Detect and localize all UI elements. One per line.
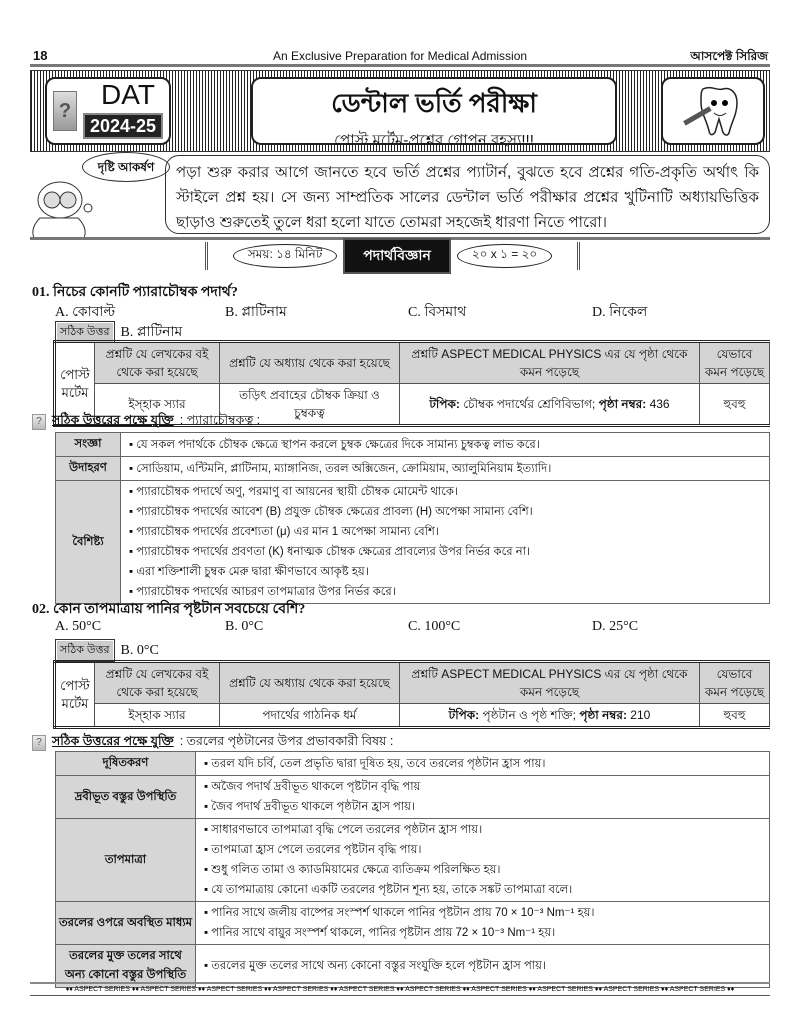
page-number-value: 210 (630, 708, 651, 722)
correct-answer (55, 639, 159, 662)
chapter-value: তড়িৎ প্রবাহের চৌম্বক ক্রিয়া ও চুম্বকত্ব (220, 384, 400, 426)
subject-label: পদার্থবিজ্ঞান (343, 238, 451, 274)
header-how: যেভাবে কমন পড়েছে (700, 662, 770, 704)
question-document-icon: ? (32, 414, 46, 430)
bullet-item: ▪ প্যারাচৌম্বক পদার্থের আচরণ তাপমাত্রার উপর নির্ভর করে। (129, 582, 761, 602)
row-label: দূষিতকরণ (56, 752, 196, 776)
topic-value: পৃষ্ঠটান ও পৃষ্ঠ শক্তি; (482, 708, 576, 722)
row-label: উদাহরণ (56, 457, 121, 481)
options (55, 619, 770, 637)
bullet-item: ▪ প্যারাচৌম্বক পদার্থে অণু, পরমাণু বা আয়নের স্থায়ী চৌম্বক মোমেন্ট থাকে। (129, 482, 761, 502)
bullet-item: ▪ সোডিয়াম, এন্টিমনি, প্লাটিনাম, ম্যাঙ্গানিজ, তরল অক্সিজেন, ক্রোমিয়াম, অ্যালুমিনিয়াম ইত্যাদি। (129, 459, 761, 479)
question-document-icon: ? (32, 735, 46, 751)
chapter-value: পদার্থের গাঠনিক ধর্ম (220, 704, 400, 728)
book-value: ইস্হাক স্যার (95, 384, 220, 426)
bullet-item: ▪ পানির সাথে জলীয় বাষ্পের সংস্পর্শ থাকলে পানির পৃষ্টটান প্রায় 70 × 10⁻³ Nm⁻¹ হয়। (204, 903, 761, 923)
bullet-item: ▪ শুধু গলিত তামা ও ক্যাডমিয়ামের ক্ষেত্রে ব্যতিক্রম পরিলক্ষিত হয়। (204, 860, 761, 880)
page-number-label: পৃষ্ঠা নম্বর: (598, 397, 647, 411)
row-label: তরলের মুক্ত তলের সাথে অন্য কোনো বস্তুর উপস্থিতি (56, 945, 196, 988)
footer-band: ♦♦ ASPECT SERIES ♦♦ ASPECT SERIES ♦♦ ASPECT SERIES ♦♦ ASPECT SERIES ♦♦ ASPECT SERIES ♦♦ ASPECT SERIES ♦♦ ASPECT SERIES ♦♦ ASPECT SERIES ♦♦ ASPECT SERIES ♦♦ ASPECT SERIES ♦♦ (30, 982, 770, 996)
how-value: হুবহু (700, 704, 770, 728)
answer-text: B. প্লাটিনাম (120, 325, 183, 340)
page-number: 18 (33, 48, 48, 63)
bullet-item: ▪ তাপমাত্রা হ্রাস পেলে তরলের পৃষ্টটান বৃদ্ধি পায়। (204, 840, 761, 860)
topic-label: টপিক: (429, 397, 460, 411)
reason-label: সঠিক উত্তরের পক্ষে যুক্তি (52, 413, 174, 427)
row-body (196, 776, 770, 819)
page-title: ডেন্টাল ভর্তি পরীক্ষা (331, 88, 537, 118)
dat-label: DAT (101, 79, 155, 110)
table-row (56, 752, 770, 776)
header-how: যেভাবে কমন পড়েছে (700, 342, 770, 384)
bullet-item: ▪ তরলের মুক্ত তলের সাথে অন্য কোনো বস্তুর সংযুক্তি হলে পৃষ্টটান হ্রাস পায়। (204, 956, 761, 976)
reason-table (55, 432, 770, 604)
option-a: A. 50°C (55, 619, 102, 634)
reason-table (55, 751, 770, 988)
page-value (400, 384, 700, 426)
postmortem-table (53, 660, 770, 729)
options (55, 300, 770, 318)
title-box (251, 77, 617, 149)
bullet-item: ▪ তরল যদি চর্বি, তেল প্রভৃতি দ্বারা দূষিত হয়, তবে তরলের পৃষ্ঠটান হ্রাস পায়। (204, 754, 761, 774)
row-body (196, 752, 770, 776)
bullet-item: ▪ পানির সাথে বায়ুর সংস্পর্শ থাকলে, পানির পৃষ্টটান প্রায় 72 × 10⁻³ Nm⁻¹ হয়। (204, 923, 761, 943)
topic-value: চৌম্বক পদার্থের শ্রেণিবিভাগ; (463, 397, 596, 411)
page-value (400, 704, 700, 728)
row-body (121, 481, 770, 604)
attention-text: পড়া শুরু করার আগে জানতে হবে ভর্তি প্রশ্নের প্যাটার্ন, বুঝতে হবে প্রশ্নের গতি-প্রকৃতি অর্থাৎ কি স্টাইলে প্রশ্ন হয়। সে জন্য সাম্প্রতিক সালের ডেন্টাল ভর্তি পরীক্ষার প্রশ্নের খুটিনাটি অধ্যায়ভিত্তিক ছাড়াও শুরুতেই তুলে ধরা হলো যাতে তোমরা সহজেই ধারণা নিতে পারো। (165, 155, 770, 234)
topic-label: টপিক: (448, 708, 480, 722)
reason-label: সঠিক উত্তরের পক্ষে যুক্তি (52, 734, 174, 748)
table-row (56, 433, 770, 457)
answer-badge: সঠিক উত্তর (55, 639, 115, 662)
reason-topic: : প্যারাচৌম্বকত্ব : (179, 413, 261, 427)
reason-topic: : তরলের পৃষ্ঠটানের উপর প্রভাবকারী বিষয় : (179, 734, 394, 748)
bullet-item: ▪ এরা শক্তিশালী চুম্বক মেরু দ্বারা ক্ষীণভাবে আকৃষ্ট হয়। (129, 562, 761, 582)
answer-text: B. 0°C (120, 642, 159, 658)
page-subtitle: পোস্ট মর্টেম-প্রশ্নের গোপন রহস্য!!! (334, 132, 534, 149)
question (32, 597, 305, 621)
header-book: প্রশ্নটি যে লেখকের বই থেকে করা হয়েছে (95, 342, 220, 384)
header-page: প্রশ্নটি ASPECT MEDICAL PHYSICS এর যে পৃষ্ঠা থেকে কমন পড়েছে (400, 662, 700, 704)
bullet-item: ▪ যে তাপমাত্রায় কোনো একটি তরলের পৃষ্টটান শূন্য হয়, তাকে সঙ্কট তাপমাত্রা বলে। (204, 880, 761, 900)
answer-badge: সঠিক উত্তর (55, 321, 115, 344)
divider (30, 64, 770, 67)
row-body (196, 902, 770, 945)
table-row (56, 481, 770, 604)
postmortem-label: পোস্ট মর্টেম (55, 342, 95, 426)
bullet-item: ▪ সাধারণভাবে তাপমাত্রা বৃদ্ধি পেলে তরলের পৃষ্ঠটান হ্রাস পায়। (204, 820, 761, 840)
question-number: 01. (32, 285, 50, 300)
option-c: C. 100°C (408, 619, 461, 634)
question-text: কোন তাপমাত্রায় পানির পৃষ্টটান সবচেয়ে বেশি? (53, 602, 306, 617)
running-title: An Exclusive Preparation for Medical Admission (272, 49, 528, 63)
header-chapter: প্রশ্নটি যে অধ্যায় থেকে করা হয়েছে (220, 662, 400, 704)
table-row (56, 902, 770, 945)
row-body (196, 819, 770, 902)
header-book: প্রশ্নটি যে লেখকের বই থেকে করা হয়েছে (95, 662, 220, 704)
dat-year: 2024-25 (83, 113, 163, 139)
row-label: সংজ্ঞা (56, 433, 121, 457)
question-document-icon: ? (53, 91, 77, 131)
scientist-mascot-icon (22, 178, 112, 240)
bullet-item: ▪ যে সকল পদার্থকে চৌম্বক ক্ষেত্রে স্থাপন করলে চুম্বক ক্ষেত্রের দিকে সামান্য চুম্বকত্ব লাভ করে। (129, 435, 761, 455)
banner (30, 70, 770, 152)
time-pill: সময়: ১৪ মিনিট (233, 244, 337, 268)
reason-heading (32, 733, 393, 753)
option-a: A. কোবাল্ট (55, 305, 116, 320)
table-row (56, 457, 770, 481)
row-label: তাপমাত্রা (56, 819, 196, 902)
row-body (121, 433, 770, 457)
bullet-item: ▪ জৈব পদার্থ দ্রবীভূত থাকলে পৃষ্ঠটান হ্রাস পায়। (204, 797, 761, 817)
bullet-item: ▪ প্যারাচৌম্বক পদার্থের প্রবেশ্যতা (μ) এর মান 1 অপেক্ষা সামান্য বেশি। (129, 522, 761, 542)
book-value: ইস্হাক স্যার (95, 704, 220, 728)
row-label: দ্রবীভূত বস্তুর উপস্থিতি (56, 776, 196, 819)
reason-heading (32, 412, 260, 432)
header-page: প্রশ্নটি ASPECT MEDICAL PHYSICS এর যে পৃষ্ঠা থেকে কমন পড়েছে (400, 342, 700, 384)
how-value: হুবহু (700, 384, 770, 426)
series-label: আসপেক্ট সিরিজ (690, 49, 768, 63)
attention-cloud: দৃষ্টি আকর্ষণ (82, 152, 170, 182)
question-number: 02. (32, 602, 50, 617)
option-d: D. নিকেল (592, 305, 648, 320)
subject-bar (205, 242, 580, 270)
bullet-item: ▪ অজৈব পদার্থ দ্রবীভূত থাকলে পৃষ্টটান বৃদ্ধি পায় (204, 777, 761, 797)
table-row (56, 776, 770, 819)
question-text: নিচের কোনটি প্যারাচৌম্বক পদার্থ? (53, 285, 238, 300)
option-d: D. 25°C (592, 619, 639, 634)
option-c: C. বিসমাথ (408, 305, 467, 320)
tooth-mascot-icon (661, 77, 765, 145)
bullet-item: ▪ প্যারাচৌম্বক পদার্থের আবেশ (B) প্রযুক্ত চৌম্বক ক্ষেত্রের প্রাবল্য (H) অপেক্ষা সামান্য বেশি। (129, 502, 761, 522)
option-b: B. 0°C (225, 619, 264, 634)
page-number-label: পৃষ্ঠা নম্বর: (579, 708, 627, 722)
row-label: বৈশিষ্ট্য (56, 481, 121, 604)
row-label: তরলের ওপরে অবস্থিত মাধ্যম (56, 902, 196, 945)
header-chapter: প্রশ্নটি যে অধ্যায় থেকে করা হয়েছে (220, 342, 400, 384)
dat-badge (45, 77, 171, 145)
row-body (121, 457, 770, 481)
table-row (56, 819, 770, 902)
page-number-value: 436 (649, 397, 670, 411)
bullet-item: ▪ প্যারাচৌম্বক পদার্থের প্রবণতা (K) ধনাত্মক চৌম্বক ক্ষেত্রের প্রাবল্যের উপর নির্ভর করে না। (129, 542, 761, 562)
marks-pill: ২০ x ১ = ২০ (457, 244, 552, 268)
postmortem-label: পোস্ট মর্টেম (55, 662, 95, 728)
option-b: B. প্লাটিনাম (225, 305, 287, 320)
